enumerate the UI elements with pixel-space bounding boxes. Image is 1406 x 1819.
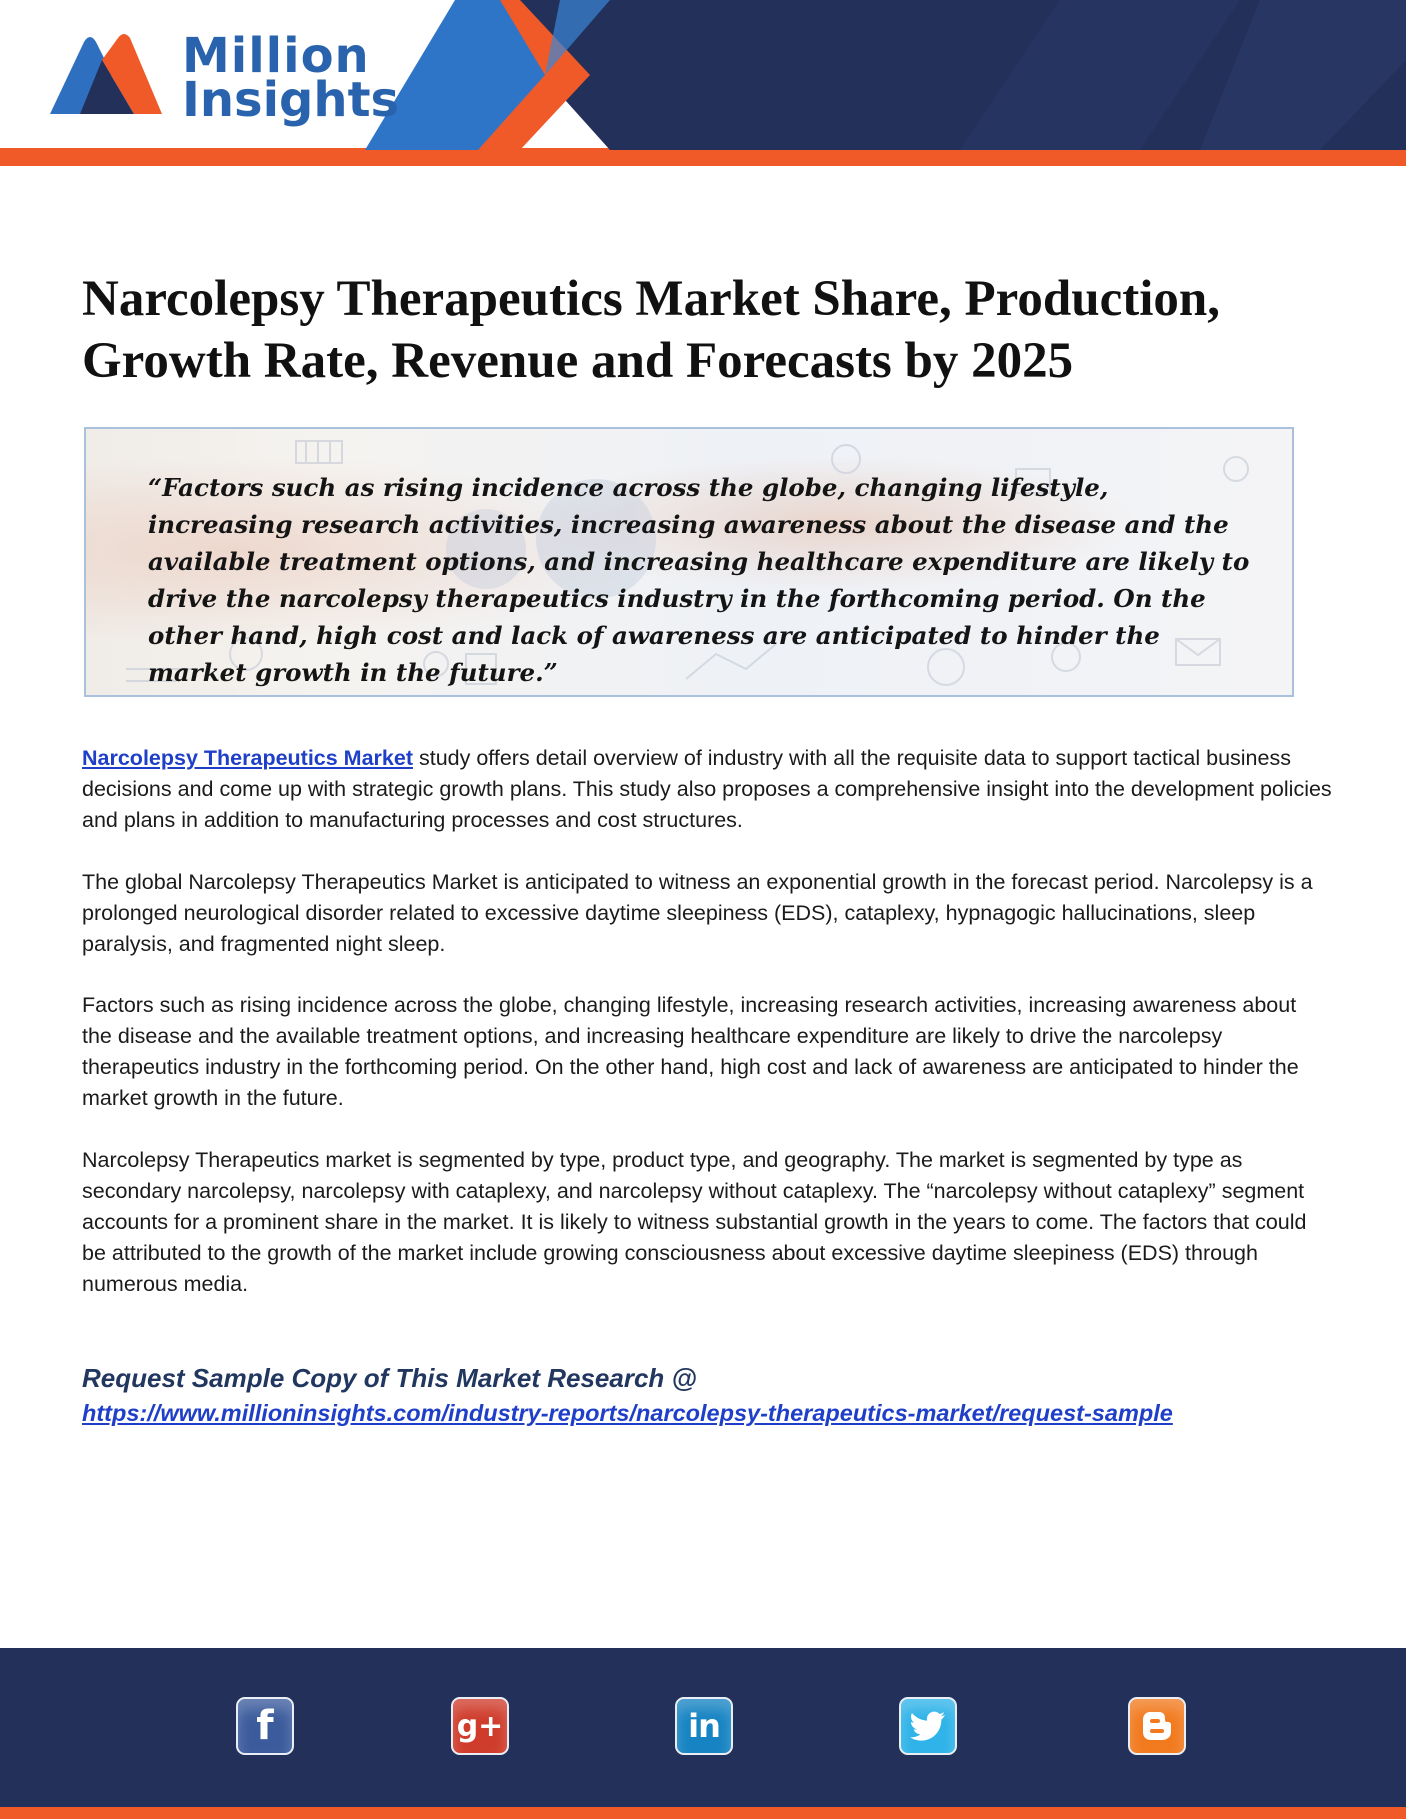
- logo-line-2: Insights: [182, 72, 400, 128]
- request-sample-heading: Request Sample Copy of This Market Research @: [82, 1363, 697, 1393]
- linkedin-icon[interactable]: in: [675, 1697, 733, 1755]
- highlight-quote-box: [84, 427, 1294, 697]
- page-header: [0, 0, 1406, 166]
- logo-mark-icon: [42, 30, 170, 122]
- blogger-icon[interactable]: [1128, 1697, 1186, 1755]
- quote-text: “Factors such as rising incidence across the globe, changing lifestyle, increasing research activities, increasing awareness about the disease and the available treatment options, and increasing healthcare expenditure are likely to drive the narcolepsy therapeutics industry in the forthcoming period. On the other hand, high cost and lack of awareness are anticipated to hinder the market growth in the future.”: [148, 473, 1250, 687]
- body-paragraph-4: Narcolepsy Therapeutics market is segmented by type, product type, and geography. The market is segmented by type as secondary narcolepsy, narcolepsy with cataplexy, and narcolepsy without cataplexy. The “narcolepsy without cataplexy” segment accounts for a prominent share in the market. It is likely to witness substantial growth in the years to come. The factors that could be attributed to the growth of the market include growing consciousness about excessive daytime sleepiness (EDS) through numerous media.: [82, 1148, 1307, 1296]
- logo-wordmark: [182, 28, 400, 128]
- document-title: Narcolepsy Therapeutics Market Share, Production, Growth Rate, Revenue and Forecasts by 2025: [82, 271, 1221, 389]
- blogger-glyph: [1140, 1709, 1174, 1743]
- body-paragraph-1-text: study offers detail overview of industry with all the requisite data to support tactical business decisions and come up with strategic growth plans. This study also proposes a comprehensive insight into the development policies and plans in addition to manufacturing processes and cost structures.: [82, 746, 1332, 832]
- twitter-icon[interactable]: [899, 1697, 957, 1755]
- body-paragraph-1: [82, 743, 1332, 836]
- page-footer: [0, 1648, 1406, 1819]
- request-sample-link[interactable]: https://www.millioninsights.com/industry-reports/narcolepsy-therapeutics-market/request-sample: [82, 1400, 1173, 1426]
- brand-logo[interactable]: [42, 28, 400, 130]
- twitter-bird-glyph: [910, 1711, 946, 1741]
- market-report-link[interactable]: Narcolepsy Therapeutics Market: [82, 746, 413, 770]
- body-paragraph-3: Factors such as rising incidence across the globe, changing lifestyle, increasing research activities, increasing awareness about the disease and the available treatment options, and increasing healthcare expenditure are likely to drive the narcolepsy therapeutics industry in the forthcoming period. On the other hand, high cost and lack of awareness are anticipated to hinder the market growth in the future.: [82, 993, 1299, 1110]
- google-plus-icon[interactable]: g+: [451, 1697, 509, 1755]
- logo-line-1: Million: [182, 28, 370, 84]
- footer-accent-stripe: [0, 1807, 1406, 1819]
- facebook-icon[interactable]: f: [236, 1697, 294, 1755]
- body-paragraph-2: The global Narcolepsy Therapeutics Market is anticipated to witness an exponential growth in the forecast period. Narcolepsy is a prolonged neurological disorder related to excessive daytime sleepiness (EDS), cataplexy, hypnagogic hallucinations, sleep paralysis, and fragmented night sleep.: [82, 870, 1313, 956]
